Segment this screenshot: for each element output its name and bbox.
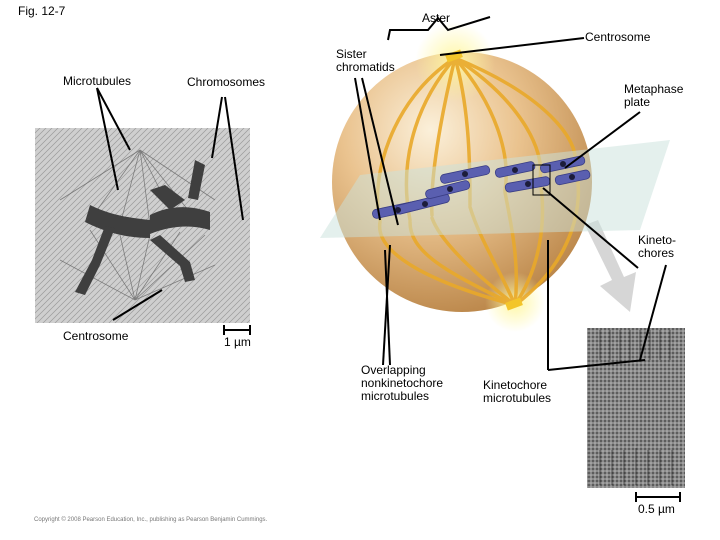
- micrograph-left: [35, 128, 250, 323]
- chromosomes-label: Chromosomes: [187, 75, 266, 89]
- figure-label: Fig. 12-7: [18, 4, 66, 18]
- kinetochore-microtubules-label: Kinetochore microtubules: [483, 378, 552, 405]
- overlapping-microtubules-label: Overlapping nonkinetochore microtubules: [361, 363, 444, 403]
- centrosome-bottom-label: Centrosome: [63, 329, 129, 343]
- metaphase-plate-label: Metaphase plate: [624, 82, 684, 109]
- scale-05um-label: 0.5 µm: [638, 502, 675, 516]
- copyright-notice: Copyright © 2008 Pearson Education, Inc., publishing as Pearson Benjamin Cummings.: [34, 517, 268, 523]
- kinetochores-label: Kineto- chores: [638, 233, 677, 260]
- sister-chromatids-label: Sister chromatids: [336, 47, 395, 74]
- scale-1um-label: 1 µm: [224, 335, 251, 349]
- zoom-arrow: [585, 220, 636, 312]
- micrograph-right: [587, 328, 685, 488]
- microtubules-label: Microtubules: [63, 74, 132, 88]
- centrosome-top-label: Centrosome: [585, 30, 651, 44]
- aster-label: Aster: [422, 11, 451, 25]
